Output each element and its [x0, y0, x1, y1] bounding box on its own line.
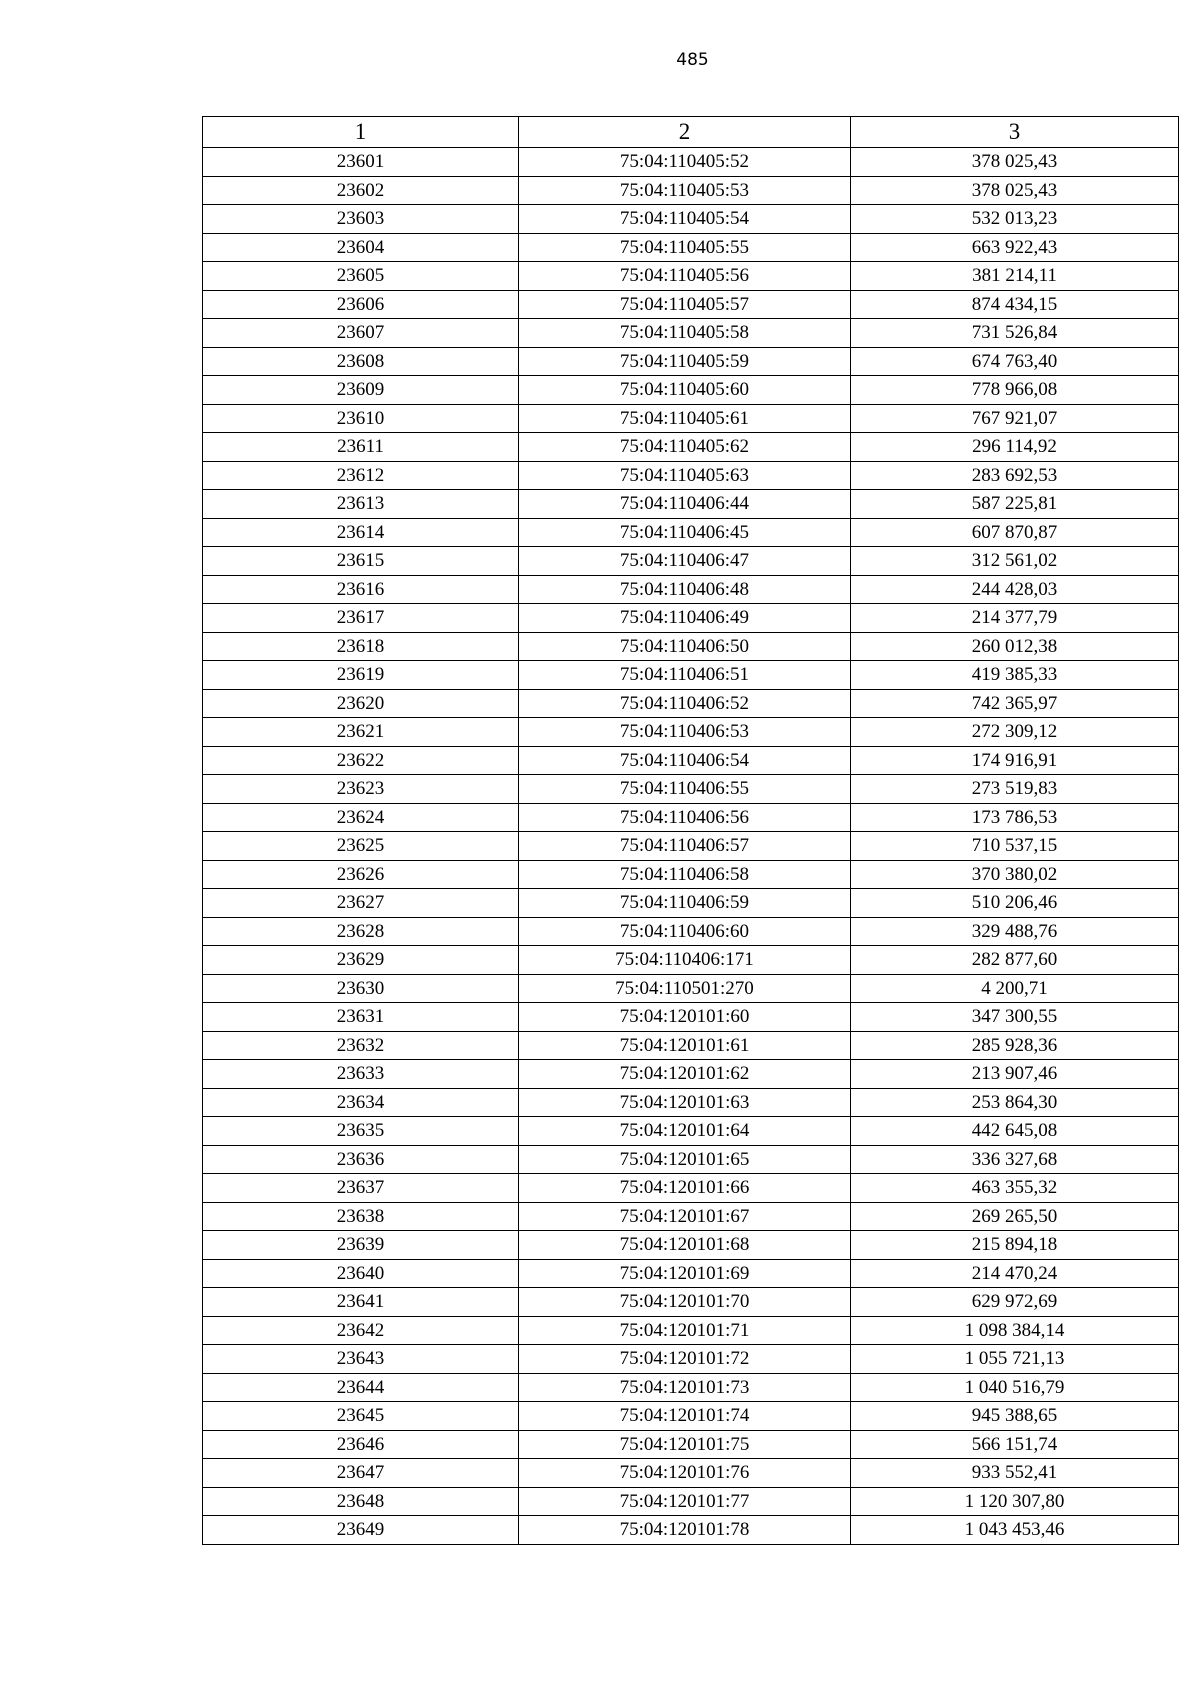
- value-cell: 510 206,46: [851, 889, 1179, 918]
- table-row: [203, 1516, 1179, 1545]
- cadastral-number-cell: 75:04:110405:63: [519, 461, 851, 490]
- row-number-cell: 23636: [203, 1145, 519, 1174]
- value-cell: 663 922,43: [851, 233, 1179, 262]
- value-cell: 629 972,69: [851, 1288, 1179, 1317]
- row-number-cell: 23649: [203, 1516, 519, 1545]
- row-number-cell: 23608: [203, 347, 519, 376]
- value-cell: 4 200,71: [851, 974, 1179, 1003]
- table-row: [203, 1316, 1179, 1345]
- column-header-1: 1: [203, 117, 519, 148]
- row-number-cell: 23607: [203, 319, 519, 348]
- row-number-cell: 23641: [203, 1288, 519, 1317]
- row-number-cell: 23617: [203, 604, 519, 633]
- value-cell: 283 692,53: [851, 461, 1179, 490]
- cadastral-number-cell: 75:04:110406:45: [519, 518, 851, 547]
- row-number-cell: 23640: [203, 1259, 519, 1288]
- row-number-cell: 23644: [203, 1373, 519, 1402]
- data-table: [202, 116, 1179, 1545]
- table-row: [203, 1202, 1179, 1231]
- value-cell: 933 552,41: [851, 1459, 1179, 1488]
- row-number-cell: 23628: [203, 917, 519, 946]
- table-row: [203, 775, 1179, 804]
- row-number-cell: 23604: [203, 233, 519, 262]
- row-number-cell: 23610: [203, 404, 519, 433]
- cadastral-number-cell: 75:04:120101:71: [519, 1316, 851, 1345]
- cadastral-number-cell: 75:04:110405:57: [519, 290, 851, 319]
- cadastral-number-cell: 75:04:110406:44: [519, 490, 851, 519]
- table-row: [203, 1288, 1179, 1317]
- cadastral-number-cell: 75:04:110406:48: [519, 575, 851, 604]
- cadastral-number-cell: 75:04:120101:64: [519, 1117, 851, 1146]
- value-cell: 273 519,83: [851, 775, 1179, 804]
- row-number-cell: 23619: [203, 661, 519, 690]
- table-row: [203, 832, 1179, 861]
- table-row: [203, 490, 1179, 519]
- table-row: [203, 860, 1179, 889]
- table-row: [203, 518, 1179, 547]
- row-number-cell: 23620: [203, 689, 519, 718]
- cadastral-number-cell: 75:04:120101:73: [519, 1373, 851, 1402]
- cadastral-number-cell: 75:04:110406:49: [519, 604, 851, 633]
- cadastral-number-cell: 75:04:110406:171: [519, 946, 851, 975]
- row-number-cell: 23630: [203, 974, 519, 1003]
- table-row: [203, 1402, 1179, 1431]
- table-row: [203, 1031, 1179, 1060]
- column-header-2: 2: [519, 117, 851, 148]
- row-number-cell: 23632: [203, 1031, 519, 1060]
- cadastral-number-cell: 75:04:110406:51: [519, 661, 851, 690]
- cadastral-number-cell: 75:04:110406:52: [519, 689, 851, 718]
- value-cell: 296 114,92: [851, 433, 1179, 462]
- table-body: [203, 148, 1179, 1545]
- cadastral-number-cell: 75:04:120101:66: [519, 1174, 851, 1203]
- table-row: [203, 1117, 1179, 1146]
- value-cell: 215 894,18: [851, 1231, 1179, 1260]
- row-number-cell: 23616: [203, 575, 519, 604]
- table-row: [203, 718, 1179, 747]
- value-cell: 381 214,11: [851, 262, 1179, 291]
- table-row: [203, 1145, 1179, 1174]
- cadastral-number-cell: 75:04:110406:53: [519, 718, 851, 747]
- cadastral-number-cell: 75:04:120101:74: [519, 1402, 851, 1431]
- value-cell: 607 870,87: [851, 518, 1179, 547]
- value-cell: 378 025,43: [851, 176, 1179, 205]
- column-header-3: 3: [851, 117, 1179, 148]
- row-number-cell: 23623: [203, 775, 519, 804]
- value-cell: 674 763,40: [851, 347, 1179, 376]
- cadastral-number-cell: 75:04:120101:69: [519, 1259, 851, 1288]
- cadastral-number-cell: 75:04:120101:78: [519, 1516, 851, 1545]
- cadastral-number-cell: 75:04:110406:58: [519, 860, 851, 889]
- table-row: [203, 233, 1179, 262]
- table-row: [203, 974, 1179, 1003]
- row-number-cell: 23637: [203, 1174, 519, 1203]
- cadastral-number-cell: 75:04:110405:62: [519, 433, 851, 462]
- table-row: [203, 262, 1179, 291]
- cadastral-number-cell: 75:04:110405:58: [519, 319, 851, 348]
- row-number-cell: 23605: [203, 262, 519, 291]
- cadastral-number-cell: 75:04:120101:62: [519, 1060, 851, 1089]
- value-cell: 587 225,81: [851, 490, 1179, 519]
- cadastral-number-cell: 75:04:110405:54: [519, 205, 851, 234]
- cadastral-number-cell: 75:04:120101:68: [519, 1231, 851, 1260]
- table-row: [203, 1259, 1179, 1288]
- row-number-cell: 23612: [203, 461, 519, 490]
- row-number-cell: 23606: [203, 290, 519, 319]
- value-cell: 566 151,74: [851, 1430, 1179, 1459]
- value-cell: 767 921,07: [851, 404, 1179, 433]
- value-cell: 1 043 453,46: [851, 1516, 1179, 1545]
- table-row: [203, 1373, 1179, 1402]
- value-cell: 945 388,65: [851, 1402, 1179, 1431]
- table-row: [203, 604, 1179, 633]
- value-cell: 463 355,32: [851, 1174, 1179, 1203]
- value-cell: 1 098 384,14: [851, 1316, 1179, 1345]
- row-number-cell: 23639: [203, 1231, 519, 1260]
- row-number-cell: 23622: [203, 746, 519, 775]
- cadastral-number-cell: 75:04:120101:70: [519, 1288, 851, 1317]
- cadastral-number-cell: 75:04:110405:56: [519, 262, 851, 291]
- cadastral-number-cell: 75:04:110406:59: [519, 889, 851, 918]
- row-number-cell: 23634: [203, 1088, 519, 1117]
- table-row: [203, 290, 1179, 319]
- value-cell: 1 055 721,13: [851, 1345, 1179, 1374]
- value-cell: 213 907,46: [851, 1060, 1179, 1089]
- table-row: [203, 1174, 1179, 1203]
- row-number-cell: 23626: [203, 860, 519, 889]
- row-number-cell: 23602: [203, 176, 519, 205]
- cadastral-number-cell: 75:04:120101:72: [519, 1345, 851, 1374]
- cadastral-number-cell: 75:04:110406:56: [519, 803, 851, 832]
- value-cell: 731 526,84: [851, 319, 1179, 348]
- cadastral-number-cell: 75:04:110405:59: [519, 347, 851, 376]
- table-row: [203, 433, 1179, 462]
- value-cell: 174 916,91: [851, 746, 1179, 775]
- table-row: [203, 1060, 1179, 1089]
- table-row: [203, 889, 1179, 918]
- cadastral-number-cell: 75:04:110405:55: [519, 233, 851, 262]
- cadastral-number-cell: 75:04:110405:52: [519, 148, 851, 177]
- row-number-cell: 23645: [203, 1402, 519, 1431]
- table-row: [203, 946, 1179, 975]
- row-number-cell: 23618: [203, 632, 519, 661]
- row-number-cell: 23615: [203, 547, 519, 576]
- row-number-cell: 23613: [203, 490, 519, 519]
- table-row: [203, 176, 1179, 205]
- cadastral-number-cell: 75:04:110501:270: [519, 974, 851, 1003]
- table-row: [203, 746, 1179, 775]
- cadastral-number-cell: 75:04:110406:55: [519, 775, 851, 804]
- value-cell: 272 309,12: [851, 718, 1179, 747]
- cadastral-number-cell: 75:04:120101:77: [519, 1487, 851, 1516]
- table-header-row: [203, 117, 1179, 148]
- value-cell: 347 300,55: [851, 1003, 1179, 1032]
- value-cell: 778 966,08: [851, 376, 1179, 405]
- table-row: [203, 575, 1179, 604]
- table-row: [203, 319, 1179, 348]
- cadastral-number-cell: 75:04:110406:60: [519, 917, 851, 946]
- table-row: [203, 404, 1179, 433]
- cadastral-number-cell: 75:04:120101:60: [519, 1003, 851, 1032]
- row-number-cell: 23635: [203, 1117, 519, 1146]
- table-row: [203, 1345, 1179, 1374]
- value-cell: 874 434,15: [851, 290, 1179, 319]
- value-cell: 710 537,15: [851, 832, 1179, 861]
- cadastral-number-cell: 75:04:120101:61: [519, 1031, 851, 1060]
- value-cell: 742 365,97: [851, 689, 1179, 718]
- table-row: [203, 461, 1179, 490]
- value-cell: 269 265,50: [851, 1202, 1179, 1231]
- row-number-cell: 23629: [203, 946, 519, 975]
- data-table-container: [202, 116, 1178, 1545]
- value-cell: 419 385,33: [851, 661, 1179, 690]
- table-row: [203, 632, 1179, 661]
- table-row: [203, 917, 1179, 946]
- table-row: [203, 376, 1179, 405]
- table-row: [203, 1459, 1179, 1488]
- table-row: [203, 803, 1179, 832]
- value-cell: 1 040 516,79: [851, 1373, 1179, 1402]
- row-number-cell: 23638: [203, 1202, 519, 1231]
- value-cell: 370 380,02: [851, 860, 1179, 889]
- value-cell: 260 012,38: [851, 632, 1179, 661]
- row-number-cell: 23642: [203, 1316, 519, 1345]
- value-cell: 173 786,53: [851, 803, 1179, 832]
- value-cell: 336 327,68: [851, 1145, 1179, 1174]
- cadastral-number-cell: 75:04:110406:54: [519, 746, 851, 775]
- cadastral-number-cell: 75:04:110406:57: [519, 832, 851, 861]
- row-number-cell: 23603: [203, 205, 519, 234]
- row-number-cell: 23647: [203, 1459, 519, 1488]
- table-row: [203, 1088, 1179, 1117]
- table-row: [203, 347, 1179, 376]
- cadastral-number-cell: 75:04:120101:63: [519, 1088, 851, 1117]
- row-number-cell: 23609: [203, 376, 519, 405]
- table-row: [203, 148, 1179, 177]
- value-cell: 244 428,03: [851, 575, 1179, 604]
- table-row: [203, 1003, 1179, 1032]
- cadastral-number-cell: 75:04:120101:65: [519, 1145, 851, 1174]
- row-number-cell: 23633: [203, 1060, 519, 1089]
- cadastral-number-cell: 75:04:110405:60: [519, 376, 851, 405]
- value-cell: 532 013,23: [851, 205, 1179, 234]
- row-number-cell: 23643: [203, 1345, 519, 1374]
- table-row: [203, 547, 1179, 576]
- row-number-cell: 23611: [203, 433, 519, 462]
- cadastral-number-cell: 75:04:110405:53: [519, 176, 851, 205]
- table-row: [203, 689, 1179, 718]
- row-number-cell: 23648: [203, 1487, 519, 1516]
- row-number-cell: 23625: [203, 832, 519, 861]
- cadastral-number-cell: 75:04:120101:75: [519, 1430, 851, 1459]
- value-cell: 312 561,02: [851, 547, 1179, 576]
- cadastral-number-cell: 75:04:110405:61: [519, 404, 851, 433]
- value-cell: 214 470,24: [851, 1259, 1179, 1288]
- page-number: 485: [676, 50, 709, 70]
- row-number-cell: 23621: [203, 718, 519, 747]
- value-cell: 442 645,08: [851, 1117, 1179, 1146]
- row-number-cell: 23646: [203, 1430, 519, 1459]
- value-cell: 329 488,76: [851, 917, 1179, 946]
- row-number-cell: 23601: [203, 148, 519, 177]
- table-row: [203, 1430, 1179, 1459]
- value-cell: 1 120 307,80: [851, 1487, 1179, 1516]
- value-cell: 253 864,30: [851, 1088, 1179, 1117]
- table-row: [203, 661, 1179, 690]
- cadastral-number-cell: 75:04:110406:47: [519, 547, 851, 576]
- value-cell: 378 025,43: [851, 148, 1179, 177]
- value-cell: 285 928,36: [851, 1031, 1179, 1060]
- value-cell: 214 377,79: [851, 604, 1179, 633]
- table-row: [203, 1487, 1179, 1516]
- row-number-cell: 23624: [203, 803, 519, 832]
- table-row: [203, 1231, 1179, 1260]
- cadastral-number-cell: 75:04:120101:76: [519, 1459, 851, 1488]
- value-cell: 282 877,60: [851, 946, 1179, 975]
- table-row: [203, 205, 1179, 234]
- row-number-cell: 23627: [203, 889, 519, 918]
- cadastral-number-cell: 75:04:120101:67: [519, 1202, 851, 1231]
- row-number-cell: 23631: [203, 1003, 519, 1032]
- row-number-cell: 23614: [203, 518, 519, 547]
- cadastral-number-cell: 75:04:110406:50: [519, 632, 851, 661]
